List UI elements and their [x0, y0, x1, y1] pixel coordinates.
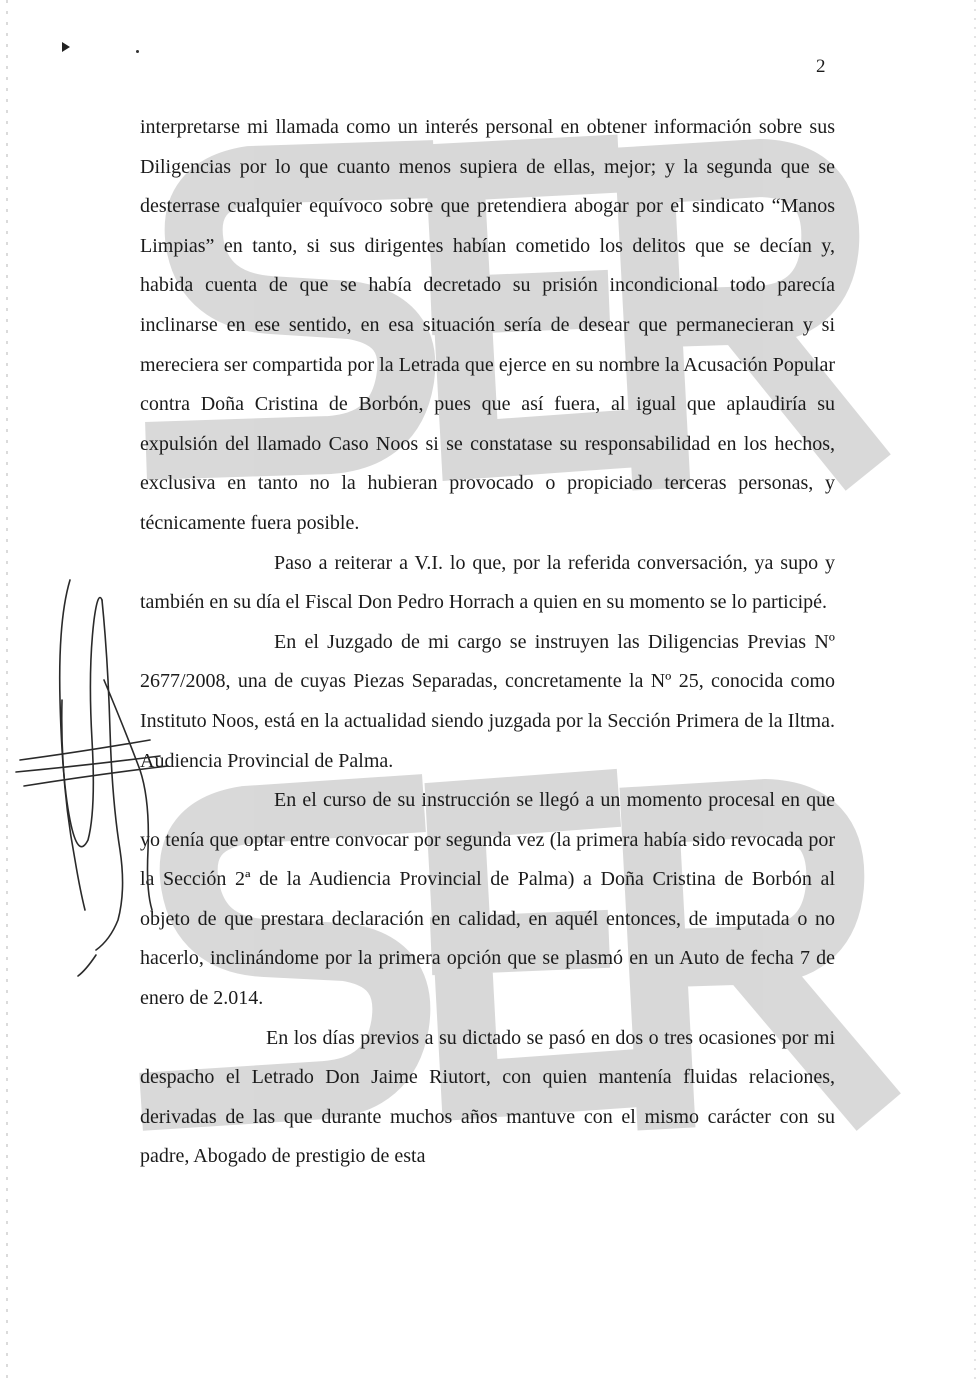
paragraph: En el Juzgado de mi cargo se instruyen las Diligencias Previas Nº 2677/2008, una de cuyas Piezas Separadas, concretamente la Nº 25, conocida como Instituto Noos, está en la actualidad siendo juzgada por la Sección Primera de la Iltma. Audiencia Provincial de Palma. — [140, 630, 835, 772]
scan-mark-arrow-icon — [62, 42, 70, 52]
handwritten-signature — [0, 560, 220, 980]
paragraph: En los días previos a su dictado se pasó en dos o tres ocasiones por mi despacho el Letrado Don Jaime Riutort, con quien mantenía fluidas relaciones, derivadas de las que durante muchos años mantuve con el mismo carácter con su padre, Abogado de prestigio de esta — [140, 1026, 835, 1168]
paragraph: Paso a reiterar a V.I. lo que, por la referida conversación, ya supo y también en su día el Fiscal Don Pedro Horrach a quien en su momento se lo participé. — [140, 551, 835, 614]
document-body — [140, 108, 835, 1177]
scan-mark-dot — [136, 50, 139, 53]
scan-edge-right — [974, 0, 976, 1386]
paragraph: interpretarse mi llamada como un interés personal en obtener información sobre sus Diligencias por lo que cuanto menos supiera de ellas, mejor; y la segunda que se desterrase cualquier equívoco sobre que pretendiera abogar por el sindicato “Manos Limpias” en tanto, si sus dirigentes habían cometido los delitos que se decían y, habida cuenta de que se había decretado su prisión incondicional todo parecía inclinarse en ese sentido, en esa situación sería de desear que permanecieran y si mereciera ser compartida por la Letrada que ejerce en su nombre la Acusación Popular contra Doña Cristina de Borbón, pues que así fuera, al igual que aplaudiría su expulsión del llamado Caso Noos si se constatase su responsabilidad en los hechos, exclusiva en tanto no la hubieran provocado o propiciado terceras personas, y técnicamente fuera posible. — [140, 116, 835, 534]
page-number: 2 — [816, 56, 826, 77]
paragraph: En el curso de su instrucción se llegó a un momento procesal en que yo tenía que optar entre convocar por segunda vez (la primera había sido revocada por la Sección 2ª de la Audiencia Provincial de Palma) a Doña Cristina de Borbón al objeto de que prestara declaración en calidad, en aquél entonces, de imputada o no hacerlo, inclinándome por la primera opción que se plasmó en un Auto de fecha 7 de enero de 2.014. — [140, 789, 835, 1010]
